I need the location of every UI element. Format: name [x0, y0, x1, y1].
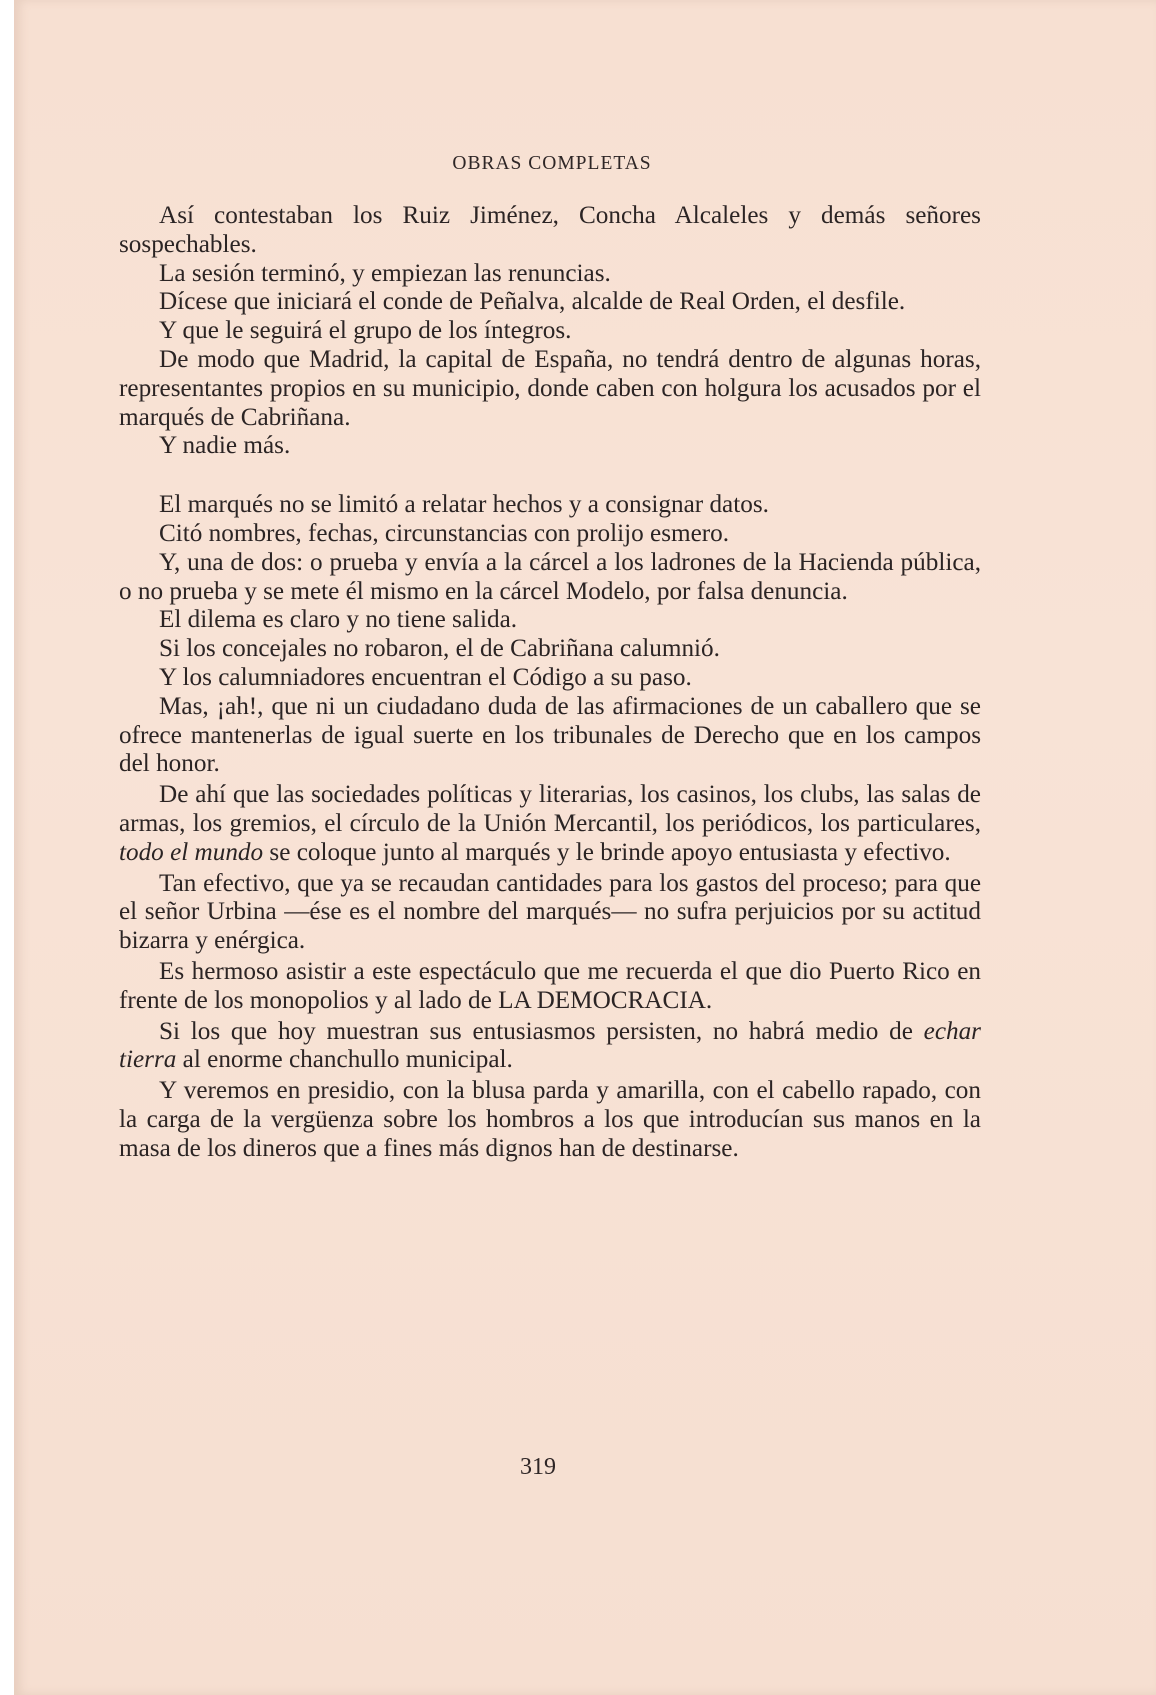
paper-sheet: [14, 0, 1156, 1695]
italic-phrase: todo el mundo: [119, 838, 264, 866]
paragraph: Es hermoso asistir a este espectáculo que me recuerda el que dio Puerto Rico en frente de los monopolios y al lado de LA DEMOCRACIA.: [119, 957, 981, 1014]
paragraph: Si los concejales no robaron, el de Cabriñana calumnió.: [159, 635, 720, 663]
paragraph-text: Si los que hoy muestran sus entusiasmos persisten, no habrá medio de: [159, 1017, 924, 1045]
paragraph: Tan efectivo, que ya se recaudan cantidades para los gastos del proceso; para que el señor Urbina —ése es el nombre del marqués— no sufra perjuicios por su actitud bizarra y enérgica.: [119, 869, 981, 955]
running-head: OBRAS COMPLETAS: [452, 153, 652, 174]
paragraph: La sesión terminó, y empiezan las renuncias.: [159, 259, 611, 287]
paragraph: Y nadie más.: [159, 432, 291, 460]
paragraph-text: se coloque junto al marqués y le brinde apoyo entusiasta y efectivo.: [263, 838, 951, 866]
paragraph-text: al enorme chanchullo municipal.: [176, 1046, 513, 1074]
italic-phrase: echar tierra: [119, 1017, 981, 1074]
paragraph: Y, una de dos: o prueba y envía a la cárcel a los ladrones de la Hacienda pública, o no prueba y se mete él mismo en la cárcel Modelo, por falsa denuncia.: [119, 548, 981, 605]
paragraph: El dilema es claro y no tiene salida.: [159, 606, 518, 634]
paragraph: Mas, ¡ah!, que ni un ciudadano duda de las afirmaciones de un caballero que se ofrece mantenerlas de igual suerte en los tribunales de Derecho que en los campos del honor.: [119, 692, 981, 778]
paragraph: [119, 1018, 981, 1076]
paragraph: Y veremos en presidio, con la blusa parda y amarilla, con el cabello rapado, con la carga de la vergüenza sobre los hombros a los que introducían sus manos en la masa de los dineros que a fines más dignos han de destinarse.: [119, 1077, 981, 1162]
paragraph: Y que le seguirá el grupo de los íntegros.: [159, 317, 572, 345]
paragraph-text: De ahí que las sociedades políticas y literarias, los casinos, los clubs, las salas de armas, los gremios, el círculo de la Unión Mercantil, los periódicos, los particulares,: [119, 781, 981, 837]
paragraph: Dícese que iniciará el conde de Peñalva, alcalde de Real Orden, el desfile.: [159, 288, 906, 316]
paragraph: Citó nombres, fechas, circunstancias con prolijo esmero.: [159, 519, 730, 547]
paragraph: El marqués no se limitó a relatar hechos y a consignar datos.: [159, 491, 769, 519]
page-number: 319: [520, 1454, 556, 1480]
paragraph: Así contestaban los Ruiz Jiménez, Concha Alcaleles y demás señores sospechables.: [119, 202, 981, 258]
body-text: [119, 202, 981, 1164]
paragraph: De modo que Madrid, la capital de España, no tendrá dentro de algunas horas, representantes propios en su municipio, donde caben con holgura los acusados por el marqués de Cabriñana.: [119, 345, 981, 431]
paragraph: [119, 781, 981, 867]
paragraph: Y los calumniadores encuentran el Código a su paso.: [159, 663, 692, 691]
